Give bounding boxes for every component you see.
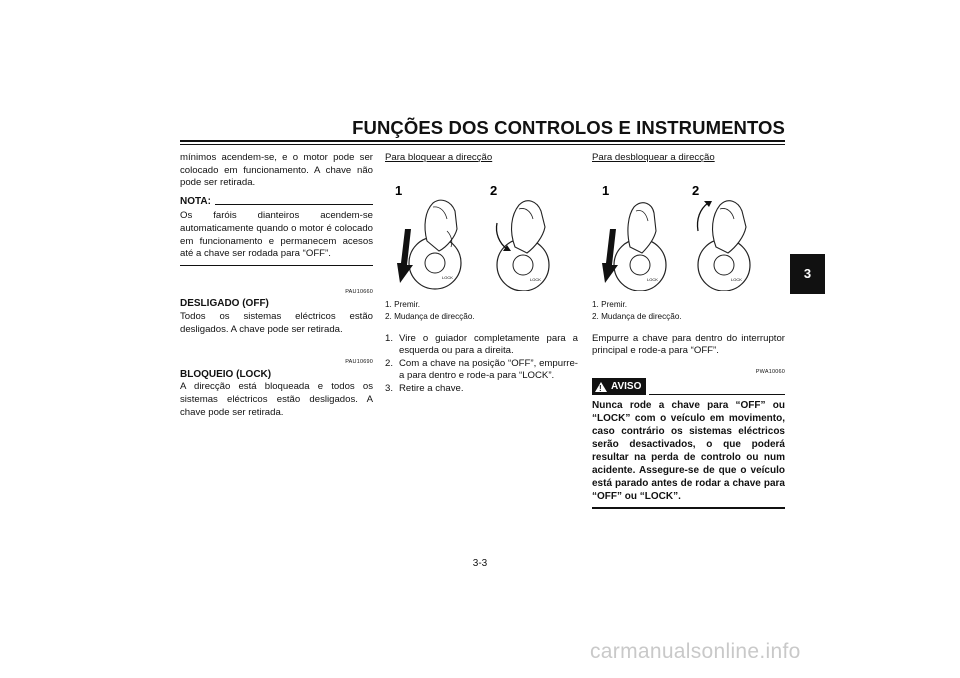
unlock-steering-title: Para desbloquear a direcção <box>592 152 715 163</box>
column-2 <box>385 152 578 396</box>
list-item: 1. Vire o guiador completamente para a esquerda ou para a direita. <box>385 332 578 357</box>
figure-captions <box>592 299 785 323</box>
push-arrow-icon <box>397 229 413 283</box>
unlock-instruction: Empurre a chave para dentro do interruptor principal e rode-a para “OFF”. <box>592 332 785 357</box>
lock-illustration <box>385 171 578 291</box>
dial-label: LOCK <box>530 276 541 282</box>
chapter-tab: 3 <box>790 254 825 294</box>
intro-text: mínimos acendem-se, e o motor pode ser colocado em funcionamento. A chave não pode ser retirada. <box>180 152 373 189</box>
note-header <box>180 196 373 209</box>
warning-text: Nunca rode a chave para “OFF” ou “LOCK” com o veículo em movimento, caso contrário os sistemas eléctricos serão desactivados, o que poderá resultar na perda de controlo ou num acidente. Assegure-se de que o veículo está parado antes de rodar a chave para “OFF” ou “LOCK”. <box>592 400 785 503</box>
caption-item: 1. Premir. <box>592 299 628 309</box>
caption-item: 2. Mudança de direcção. <box>385 311 475 321</box>
caption-item: 2. Mudança de direcção. <box>592 311 682 321</box>
lock-text: A direcção está bloqueada e todos os sistemas eléctricos estão desligados. A chave pode ser retirada. <box>180 381 373 418</box>
rotate-arrow-icon <box>697 203 708 231</box>
caption-item: 1. Premir. <box>385 299 421 309</box>
figure-label-2: 2 <box>692 182 700 198</box>
section-heading-lock: BLOQUEIO (LOCK) <box>180 368 272 380</box>
section-code: PAU10690 <box>345 359 373 366</box>
warning-header <box>592 378 785 395</box>
lock-steps-list <box>385 333 578 396</box>
warning-label: AVISO <box>611 380 642 392</box>
warning-badge <box>592 378 646 395</box>
off-text: Todos os sistemas eléctricos estão desligados. A chave pode ser retirada. <box>180 310 373 335</box>
figure-label-1: 1 <box>602 182 610 198</box>
header-rule <box>180 140 785 142</box>
section-heading-off: DESLIGADO (OFF) <box>180 298 269 310</box>
figure-label-2: 2 <box>490 182 498 198</box>
note-text: Os faróis dianteiros acendem-se automaticamente quando o motor é colocado em funcionamento e permanecem acesos até a chave ser rodada para “OFF”. <box>180 210 373 260</box>
dial-label: LOCK <box>647 276 658 282</box>
list-item: 2. Com a chave na posição “OFF”, empurre-a para dentro e rode-a para “LOCK”. <box>385 357 578 382</box>
note-label: NOTA: <box>180 195 211 207</box>
warning-end-rule <box>592 507 785 509</box>
unlock-illustration <box>592 171 785 291</box>
note-end-rule <box>180 265 373 266</box>
page-number: 3-3 <box>472 558 488 569</box>
page-title: FUNÇÕES DOS CONTROLOS E INSTRUMENTOS <box>352 117 785 138</box>
list-item: 3. Retire a chave. <box>385 382 464 394</box>
figure-label-1: 1 <box>395 182 403 198</box>
column-3 <box>592 152 785 509</box>
dial-label: LOCK <box>442 274 453 280</box>
header-rule-thin <box>180 144 785 145</box>
figure-captions <box>385 299 578 323</box>
dial-label: LOCK <box>731 276 742 282</box>
column-1 <box>180 152 373 419</box>
watermark: carmanualsonline.info <box>590 640 801 663</box>
warning-triangle-icon: ! <box>595 382 607 392</box>
warning-code: PWA10060 <box>755 368 785 375</box>
lock-steering-title: Para bloquear a direcção <box>385 152 493 163</box>
section-code: PAU10660 <box>345 288 373 295</box>
